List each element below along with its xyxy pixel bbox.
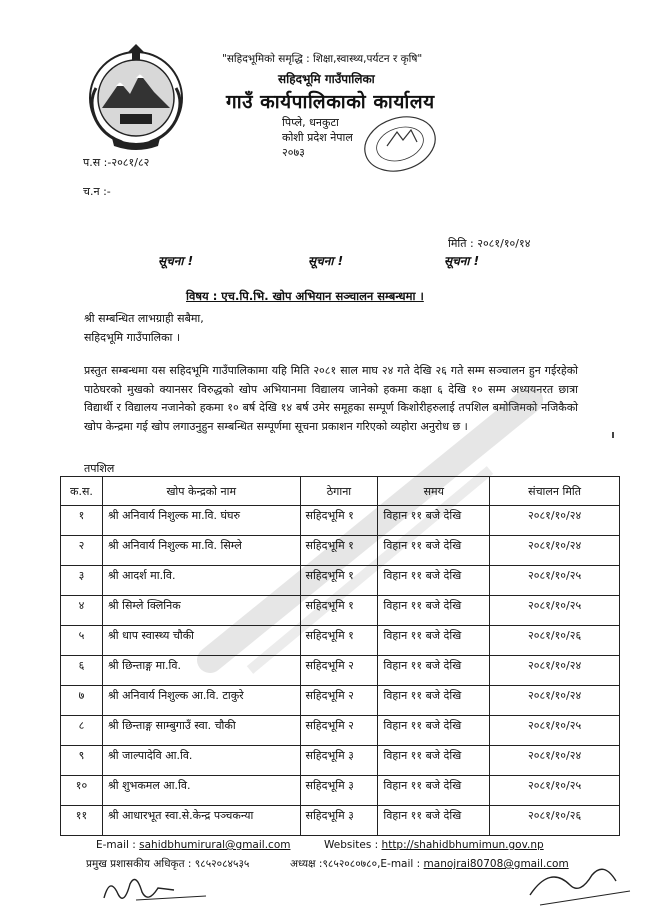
notice-label: सूचना ! — [308, 254, 344, 268]
center-date: २०८१/१०/२५ — [490, 776, 620, 806]
center-name: श्री शुभकमल आ.वि. — [102, 776, 300, 806]
row-number: १ — [61, 506, 103, 536]
center-name: श्री छिन्ताङ्ग साम्बुगाउँ स्वा. चौकी — [102, 716, 300, 746]
center-name: श्री छिन्ताङ्ग मा.वि. — [102, 656, 300, 686]
subject-line: विषय : एच.पि.भि. खोप अभियान सञ्चालन सम्बन्धमा । — [186, 289, 424, 303]
row-number: ३ — [61, 566, 103, 596]
center-address: सहिदभूमि ३ — [300, 746, 378, 776]
chair-label: अध्यक्ष :९८५२०८०७८०,E-mail : — [290, 858, 424, 870]
address-line-1: पिप्ले, धनकुटा — [282, 116, 339, 129]
chair-email-link[interactable]: manojrai80708@gmail.com — [423, 858, 569, 870]
center-time: विहान ११ बजे देखि — [378, 506, 490, 536]
center-time: विहान ११ बजे देखि — [378, 806, 490, 836]
center-address: सहिदभूमि २ — [300, 656, 378, 686]
website-label: Websites : — [324, 839, 382, 851]
center-name: श्री धाप स्वास्थ्य चौकी — [102, 626, 300, 656]
center-address: सहिदभूमि २ — [300, 686, 378, 716]
center-time: विहान ११ बजे देखि — [378, 746, 490, 776]
cao-contact: प्रमुख प्रशासकीय अधिकृत : ९८५२०८४५३५ — [86, 858, 250, 870]
office-seal-icon — [345, 112, 440, 182]
center-name: श्री अनिवार्य निशुल्क आ.वि. टाकुरे — [102, 686, 300, 716]
column-header: क.स. — [61, 477, 103, 506]
center-date: २०८१/१०/२५ — [490, 566, 620, 596]
table-row — [61, 596, 620, 626]
center-address: सहिदभूमि १ — [300, 626, 378, 656]
row-number: ७ — [61, 686, 103, 716]
footer-email — [96, 839, 290, 851]
motto: "सहिदभूमिको समृद्धि : शिक्षा,स्वास्थ्य,पर्यटन र कृषि" — [222, 53, 423, 65]
row-number: ८ — [61, 716, 103, 746]
center-address: सहिदभूमि १ — [300, 506, 378, 536]
table-row — [61, 806, 620, 836]
table-header-row — [61, 477, 620, 506]
center-name: श्री आधारभूत स्वा.से.केन्द्र पञ्चकन्या — [102, 806, 300, 836]
signature-stamp-icon — [520, 855, 640, 910]
municipality-name: सहिदभूमि गाउँपालिका — [278, 72, 375, 86]
row-number: ११ — [61, 806, 103, 836]
center-address: सहिदभूमि ३ — [300, 776, 378, 806]
table-row — [61, 656, 620, 686]
table-row — [61, 506, 620, 536]
center-date: २०८१/१०/२४ — [490, 686, 620, 716]
center-date: २०८१/१०/२४ — [490, 536, 620, 566]
nepal-emblem-icon — [82, 42, 190, 150]
center-date: २०८१/१०/२६ — [490, 806, 620, 836]
address-line-2: कोशी प्रदेश नेपाल — [282, 131, 353, 144]
center-date: २०८१/१०/२५ — [490, 596, 620, 626]
center-address: सहिदभूमि १ — [300, 536, 378, 566]
row-number: ६ — [61, 656, 103, 686]
center-time: विहान ११ बजे देखि — [378, 626, 490, 656]
table-row — [61, 536, 620, 566]
table-row — [61, 746, 620, 776]
notice-label: सूचना ! — [444, 254, 480, 268]
established-year: २०७३ — [282, 146, 305, 159]
office-address — [282, 115, 353, 160]
center-time: विहान ११ बजे देखि — [378, 686, 490, 716]
email-label: E-mail : — [96, 839, 140, 851]
reference-number: प.स :-२०८१/८२ — [83, 156, 150, 169]
table-row — [61, 686, 620, 716]
notice-label: सूचना ! — [158, 254, 194, 268]
row-number: ९ — [61, 746, 103, 776]
center-address: सहिदभूमि १ — [300, 566, 378, 596]
center-time: विहान ११ बजे देखि — [378, 716, 490, 746]
center-date: २०८१/१०/२४ — [490, 506, 620, 536]
center-name: श्री आदर्श मा.वि. — [102, 566, 300, 596]
footer-website — [324, 839, 544, 851]
table-row — [61, 776, 620, 806]
row-number: ५ — [61, 626, 103, 656]
center-time: विहान ११ बजे देखि — [378, 596, 490, 626]
center-name: श्री जाल्पादेवि आ.वि. — [102, 746, 300, 776]
signature-icon — [96, 870, 216, 910]
email-link[interactable]: sahidbhumirural@gmail.com — [139, 839, 291, 851]
addressee-line-2: सहिदभूमि गाउँपालिका । — [84, 331, 181, 344]
center-address: सहिदभूमि १ — [300, 596, 378, 626]
row-number: २ — [61, 536, 103, 566]
row-number: १० — [61, 776, 103, 806]
center-address: सहिदभूमि २ — [300, 716, 378, 746]
vaccination-schedule-table — [60, 476, 620, 836]
center-date: २०८१/१०/२६ — [490, 626, 620, 656]
column-header: संचालन मिति — [490, 477, 620, 506]
website-link[interactable]: http://shahidbhumimun.gov.np — [381, 839, 544, 851]
center-name: श्री सिम्ले क्लिनिक — [102, 596, 300, 626]
margin-mark — [612, 432, 614, 438]
dispatch-number: च.न :- — [83, 185, 111, 198]
center-address: सहिदभूमि ३ — [300, 806, 378, 836]
center-time: विहान ११ बजे देखि — [378, 566, 490, 596]
row-number: ४ — [61, 596, 103, 626]
table-row — [61, 716, 620, 746]
center-time: विहान ११ बजे देखि — [378, 656, 490, 686]
center-time: विहान ११ बजे देखि — [378, 536, 490, 566]
footer-contacts — [86, 857, 249, 871]
column-header: समय — [378, 477, 490, 506]
center-name: श्री अनिवार्य निशुल्क मा.वि. घंघरु — [102, 506, 300, 536]
center-date: २०८१/१०/२५ — [490, 716, 620, 746]
column-header: ठेगाना — [300, 477, 378, 506]
center-date: २०८१/१०/२४ — [490, 656, 620, 686]
addressee-line-1: श्री सम्बन्धित लाभग्राही सबैमा, — [84, 312, 204, 325]
notice-body: प्रस्तुत सम्बन्धमा यस सहिदभूमि गाउँपालिकामा यहि मिति २०८१ साल माघ २४ गते देखि २६ गते सम्म सञ्चालन हुन गईरहेको पाठेघरको मुखको क्यानसर विरुद्धको खोप अभियानमा विद्यालय जानेको हकमा कक्षा ६ देखि १० सम्म अध्ययनरत छात्रा विद्यार्थी र विद्यालय नजानेको हकमा १० बर्ष देखि १४ बर्ष उमेर समूहका सम्पूर्ण किशोरीहरुलाई तपशिल बमोजिमको नजिकैको खोप केन्द्रमा गई खोप लगाउनुहुन सम्बन्धित सम्पूर्णमा सूचना प्रकाशन गरिएको व्यहोरा अनुरोध छ । — [84, 364, 578, 433]
addressee — [84, 309, 204, 347]
center-date: २०८१/१०/२४ — [490, 746, 620, 776]
center-time: विहान ११ बजे देखि — [378, 776, 490, 806]
center-name: श्री अनिवार्य निशुल्क मा.वि. सिम्ले — [102, 536, 300, 566]
office-title: गाउँ कार्यपालिकाको कार्यालय — [226, 91, 435, 113]
column-header: खोप केन्द्रको नाम — [102, 477, 300, 506]
details-label: तपशिल — [84, 462, 115, 475]
letter-date: मिति : २०८१/१०/१४ — [448, 237, 531, 250]
table-row — [61, 566, 620, 596]
table-row — [61, 626, 620, 656]
